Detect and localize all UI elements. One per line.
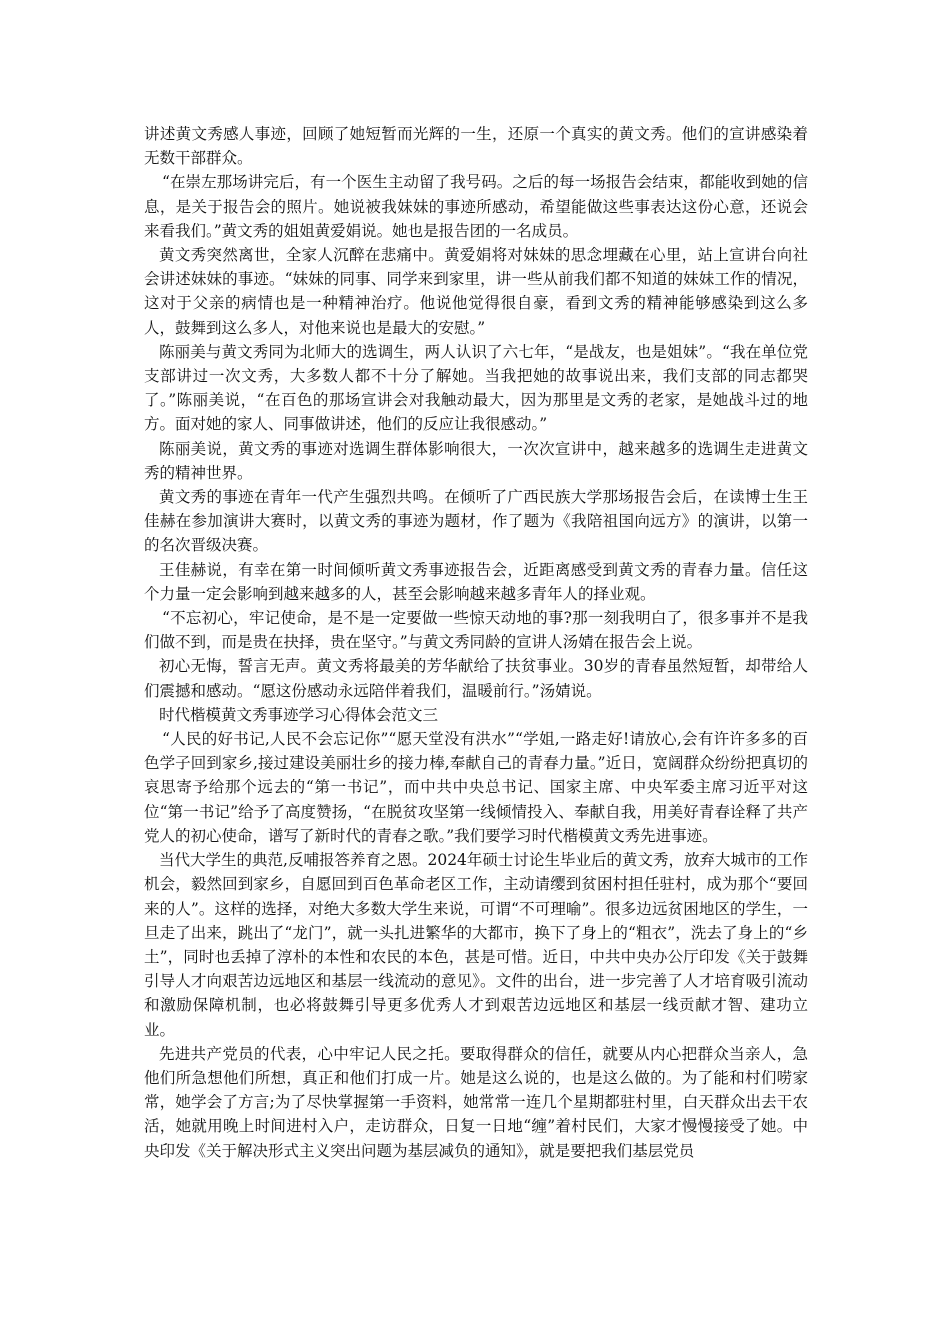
paragraph-9: 初心无悔，誓言无声。黄文秀将最美的芳华献给了扶贫事业。30岁的青春虽然短暂，却带给人们震撼和感动。“愿这份感动永远陪伴着我们，温暖前行。”汤婧说。	[144, 657, 808, 700]
paragraph-10: “人民的好书记,人民不会忘记你”“愿天堂没有洪水”“学姐,一路走好!请放心,会有许许多多的百色学子回到家乡,接过建设美丽壮乡的接力棒,奉献自己的青春力量。”近日，宽阔群众纷纷把真切的哀思寄予给那个远去的“第一书记”，而中共中央总书记、国家主席、中央军委主席习近平对这位“第一书记”给予了高度赞扬，“在脱贫攻坚第一线倾情投入、奉献自我，用美好青春诠释了共产党人的初心使命，谱写了新时代的青春之歌。”我们要学习时代楷模黄文秀先进事迹。	[144, 730, 808, 845]
paragraph-12: 先进共产党员的代表，心中牢记人民之托。要取得群众的信任，就要从内心把群众当亲人，急他们所急想他们所想，真正和他们打成一片。她是这么说的，也是这么做的。为了能和村们唠家常，她学会了方言;为了尽快掌握第一手资料，她常常一连几个星期都驻村里，白天群众出去干农活，她就用晚上时间进村入户，走访群众，日复一日地“缠”着村民们，大家才慢慢接受了她。中央印发《关于解决形式主义突出问题为基层减负的通知》，就是要把我们基层党员	[144, 1044, 808, 1160]
paragraph-3: 黄文秀突然离世，全家人沉醉在悲痛中。黄爱娟将对妹妹的思念埋藏在心里，站上宣讲台向社会讲述妹妹的事迹。“妹妹的同事、同学来到家里，讲一些从前我们都不知道的妹妹工作的情况，这对于父亲的病情也是一种精神治疗。他说他觉得很自豪，看到文秀的精神能够感染到这么多人，鼓舞到这么多人，对他来说也是最大的安慰。”	[144, 246, 808, 337]
paragraph-4: 陈丽美与黄文秀同为北师大的选调生，两人认识了六七年，“是战友，也是姐妹”。“我在单位党支部讲过一次文秀，大多数人都不十分了解她。当我把她的故事说出来，我们支部的同志都哭了。”陈丽美说，“在百色的那场宣讲会对我触动最大，因为那里是文秀的老家，是她战斗过的地方。面对她的家人、同事做讲述，他们的反应让我很感动。”	[144, 342, 808, 434]
paragraph-11: 当代大学生的典范,反哺报答养育之恩。2024年硕士讨论生毕业后的黄文秀，放弃大城市的工作机会，毅然回到家乡，自愿回到百色革命老区工作，主动请缨到贫困村担任驻村，成为那个“要回来的人”。这样的选择，对绝大多数大学生来说，可谓“不可理喻”。很多边远贫困地区的学生，一旦走了出来，跳出了“龙门”，就一头扎进繁华的大都市，换下了身上的“粗衣”，洗去了身上的“乡土”，同时也丢掉了淳朴的本性和农民的本色，甚是可惜。近日，中共中央办公厅印发《关于鼓舞引导人才向艰苦边远地区和基层一线流动的意见》。文件的出台，进一步完善了人才培育吸引流动和激励保障机制，也必将鼓舞引导更多优秀人才到艰苦边远地区和基层一线贡献才智、建功立业。	[144, 851, 808, 1039]
section-heading: 时代楷模黄文秀事迹学习心得体会范文三	[159, 705, 439, 724]
paragraph-6: 黄文秀的事迹在青年一代产生强烈共鸣。在倾听了广西民族大学那场报告会后，在读博士生王佳赫在参加演讲大赛时，以黄文秀的事迹为题材，作了题为《我陪祖国向远方》的演讲，以第一的名次晋级决赛。	[144, 488, 808, 555]
paragraph-5: 陈丽美说，黄文秀的事迹对选调生群体影响很大，一次次宣讲中，越来越多的选调生走进黄文秀的精神世界。	[144, 439, 808, 482]
paragraph-2: “在崇左那场讲完后，有一个医生主动留了我号码。之后的每一场报告会结束，都能收到她的信息，是关于报告会的照片。她说被我妹妹的事迹所感动，希望能做这些事表达这份心意，还说会来看我们。”黄文秀的姐姐黄爱娟说。她也是报告团的一名成员。	[144, 173, 808, 240]
paragraph-7: 王佳赫说，有幸在第一时间倾听黄文秀事迹报告会，近距离感受到黄文秀的青春力量。信任这个力量一定会影响到越来越多的人，甚至会影响越来越多青年人的择业观。	[144, 560, 808, 603]
document-body	[144, 122, 808, 1163]
paragraph-1: 讲述黄文秀感人事迹，回顾了她短暂而光辉的一生，还原一个真实的黄文秀。他们的宣讲感染着无数干部群众。	[144, 125, 808, 168]
paragraph-8: “不忘初心，牢记使命，是不是一定要做一些惊天动地的事?那一刻我明白了，很多事并不是我们做不到，而是贵在抉择，贵在坚守。”与黄文秀同龄的宣讲人汤婧在报告会上说。	[144, 609, 808, 652]
